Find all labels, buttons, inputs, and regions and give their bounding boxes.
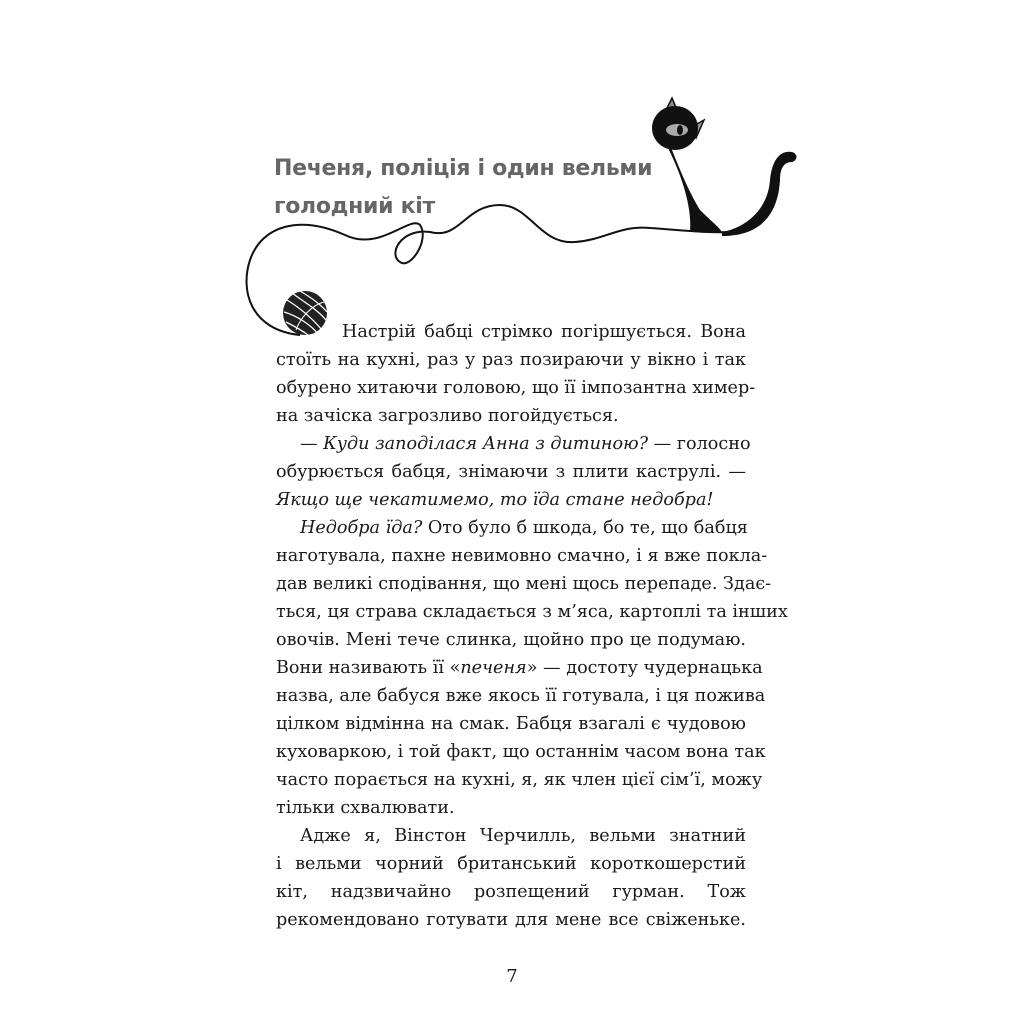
text-segment: Ото було б шкода, бо те, що бабця xyxy=(422,518,748,538)
text-line: тільки схвалювати. xyxy=(276,798,455,818)
text-line: куховаркою, і той факт, що останнім часом вона так xyxy=(276,742,766,762)
text-line: часто порається на кухні, я, як член цієї сім’ї, можу xyxy=(276,770,763,790)
text-line: цілком відмінна на смак. Бабця взагалі є чудовою xyxy=(276,714,746,734)
text-line: рекомендовано готувати для мене все свіженьке. xyxy=(276,910,746,930)
text-line: овочів. Мені тече слинка, щойно про це подумаю. xyxy=(276,630,746,650)
text-line xyxy=(276,430,751,458)
page-number: 7 xyxy=(506,966,518,987)
text-line: обурено хитаючи головою, що її імпозантна химер- xyxy=(276,378,756,398)
text-line: стоїть на кухні, раз у раз позираючи у вікно і так xyxy=(276,350,746,370)
text-segment: Вони називають її « xyxy=(276,658,461,678)
text-line xyxy=(276,486,746,514)
dialogue-tag: — голосно xyxy=(648,434,751,454)
text-line: на зачіска загрозливо погойдується. xyxy=(276,406,619,426)
chapter-title-line-2: голодний кіт xyxy=(274,194,435,219)
text-segment: » — достоту чудернацька xyxy=(526,658,763,678)
text-line: Адже я, Вінстон Черчилль, вельми знатний xyxy=(300,826,746,846)
text-line: дав великі сподівання, що мені щось перепаде. Здає- xyxy=(276,574,772,594)
text-line: наготувала, пахне невимовно смачно, і я вже покла- xyxy=(276,546,768,566)
text-line: кіт, надзвичайно розпещений гурман. Тож xyxy=(276,882,746,902)
text-line xyxy=(276,654,763,682)
text-line: назва, але бабуся вже якось її готувала, і ця пожива xyxy=(276,686,766,706)
text-line xyxy=(276,514,746,542)
text-line: Настрій бабці стрімко погіршується. Вона xyxy=(342,322,746,342)
text-line: обурюється бабця, знімаючи з плити каструлі. — xyxy=(276,462,746,482)
dialogue-italic: — Куди заподілася Анна з дитиною? xyxy=(300,434,649,454)
dialogue-italic: Якщо ще чекатимемо, то їда стане недобра! xyxy=(276,490,714,510)
text-line: і вельми чорний британський короткошерстий xyxy=(276,854,746,874)
emphasis-italic: Недобра їда? xyxy=(300,518,423,538)
body-text xyxy=(276,318,788,934)
chapter-title-line-1: Печеня, поліція і один вельми xyxy=(274,156,653,181)
text-line: ться, ця страва складається з м’яса, картоплі та інших xyxy=(276,602,788,622)
emphasis-italic: печеня xyxy=(460,658,527,678)
